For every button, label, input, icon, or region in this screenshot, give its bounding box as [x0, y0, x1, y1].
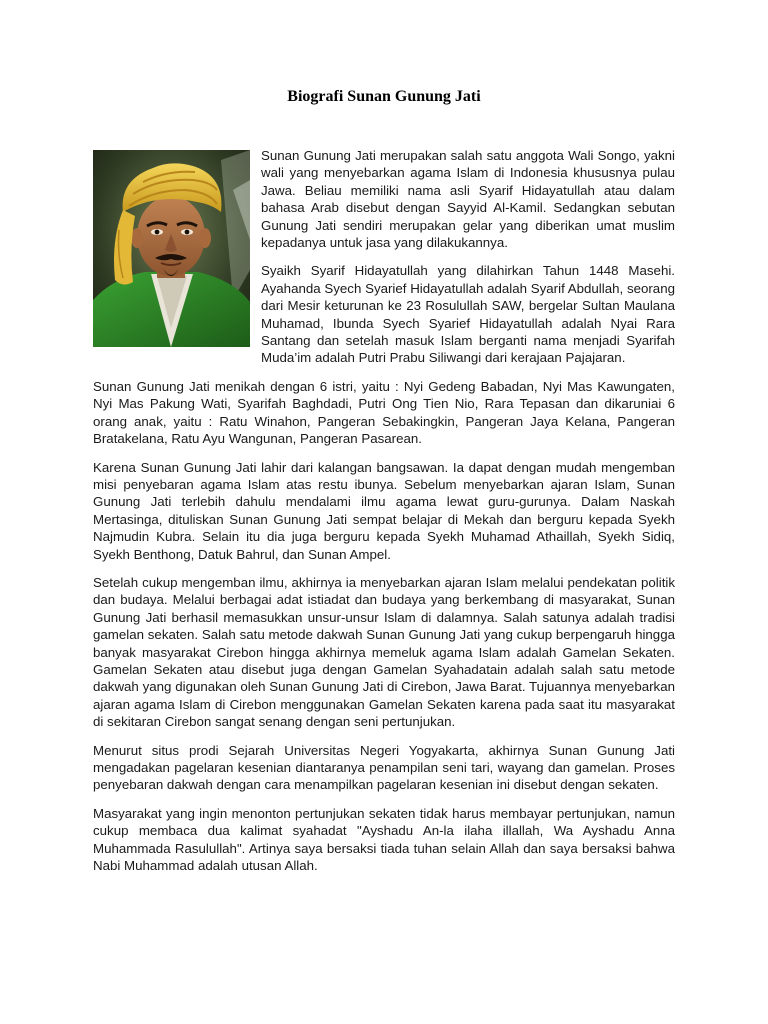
paragraph-5: Setelah cukup mengemban ilmu, akhirnya ia menyebarkan ajaran Islam melalui pendekatan politik dan budaya. Melalui berbagai adat istiadat dan budaya yang berkembang di masyarakat, Sunan Gunung Jati berhasil memasukkan unsur-unsur Islam di dalamnya. Salah satunya adalah tradisi gamelan sekaten. Salah satu metode dakwah Sunan Gunung Jati yang cukup berpengaruh hingga banyak masyarakat Cirebon hingga akhirnya memeluk agama Islam adalah Gamelan Sekaten. Gamelan Sekaten atau disebut juga dengan Gamelan Syahadatain adalah salah satu metode dakwah yang digunakan oleh Sunan Gunung Jati di Cirebon, Jawa Barat. Tujuannya menyebarkan ajaran agama Islam di Cirebon menggunakan Gamelan Sekaten karena pada saat itu masyarakat di sekitaran Cirebon sangat senang dengan seni pertunjukan.: [93, 574, 675, 730]
document-body: [93, 147, 675, 885]
paragraph-2: Syaikh Syarif Hidayatullah yang dilahirkan Tahun 1448 Masehi. Ayahanda Syech Syarief Hidayatullah adalah Syarif Abdullah, seorang dari Mesir keturunan ke 23 Rosulullah SAW, bergelar Sultan Maulana Muhamad, Ibunda Syech Syarief Hidayatullah adalah Nyai Rara Santang dan setelah masuk Islam berganti nama menjadi Syarifah Muda’im adalah Putri Prabu Siliwangi dari kerajaan Pajajaran.: [261, 263, 675, 366]
paragraph-4: Karena Sunan Gunung Jati lahir dari kalangan bangsawan. Ia dapat dengan mudah mengemban misi penyebaran agama Islam atas restu ibunya. Sebelum menyebarkan ajaran Islam, Sunan Gunung Jati terlebih dahulu mendalami ilmu agama lewat guru-gurunya. Dalam Naskah Mertasinga, dituliskan Sunan Gunung Jati sempat belajar di Mekah dan berguru kepada Syekh Najmudin Kubra. Selain itu dia juga berguru kepada Syekh Muhamad Athaillah, Syekh Sidiq, Syekh Benthong, Datuk Bahrul, dan Sunan Ampel.: [93, 459, 675, 562]
paragraph-6: Menurut situs prodi Sejarah Universitas Negeri Yogyakarta, akhirnya Sunan Gunung Jati mengadakan pagelaran kesenian diantaranya penampilan seni tari, wayang dan gamelan. Proses penyebaran dakwah dengan cara menampilkan pagelaran kesenian ini disebut dengan sekaten.: [93, 742, 675, 793]
portrait-image: [93, 150, 250, 347]
paragraph-7: Masyarakat yang ingin menonton pertunjukan sekaten tidak harus membayar pertunjukan, namun cukup membaca dua kalimat syahadat "Ayshadu An-la ilaha illallah, Wa Ayshadu Anna Muhammada Rasulullah". Artinya saya bersaksi tiada tuhan selain Allah dan saya bersaksi bahwa Nabi Muhammad adalah utusan Allah.: [93, 805, 675, 874]
paragraph-1: Sunan Gunung Jati merupakan salah satu anggota Wali Songo, yakni wali yang menyebarkan agama Islam di Indonesia khususnya pulau Jawa. Beliau memiliki nama asli Syarif Hidayatullah atau dalam bahasa Arab disebut dengan Sayyid Al-Kamil. Sedangkan sebutan Gunung Jati sendiri merupakan gelar yang diberikan umat muslim kepadanya untuk jasa yang dilakukannya.: [261, 148, 675, 251]
paragraph-3: Sunan Gunung Jati menikah dengan 6 istri, yaitu : Nyi Gedeng Babadan, Nyi Mas Kawungaten, Nyi Mas Pakung Wati, Syarifah Baghdadi, Putri Ong Tien Nio, Rara Tepasan dan dikaruniai 6 orang anak, yaitu : Ratu Winahon, Pangeran Sebakingkin, Pangeran Jaya Kelana, Pangeran Bratakelana, Ratu Ayu Wangunan, Pangeran Pasarean.: [93, 378, 675, 447]
document-title: Biografi Sunan Gunung Jati: [287, 88, 481, 105]
